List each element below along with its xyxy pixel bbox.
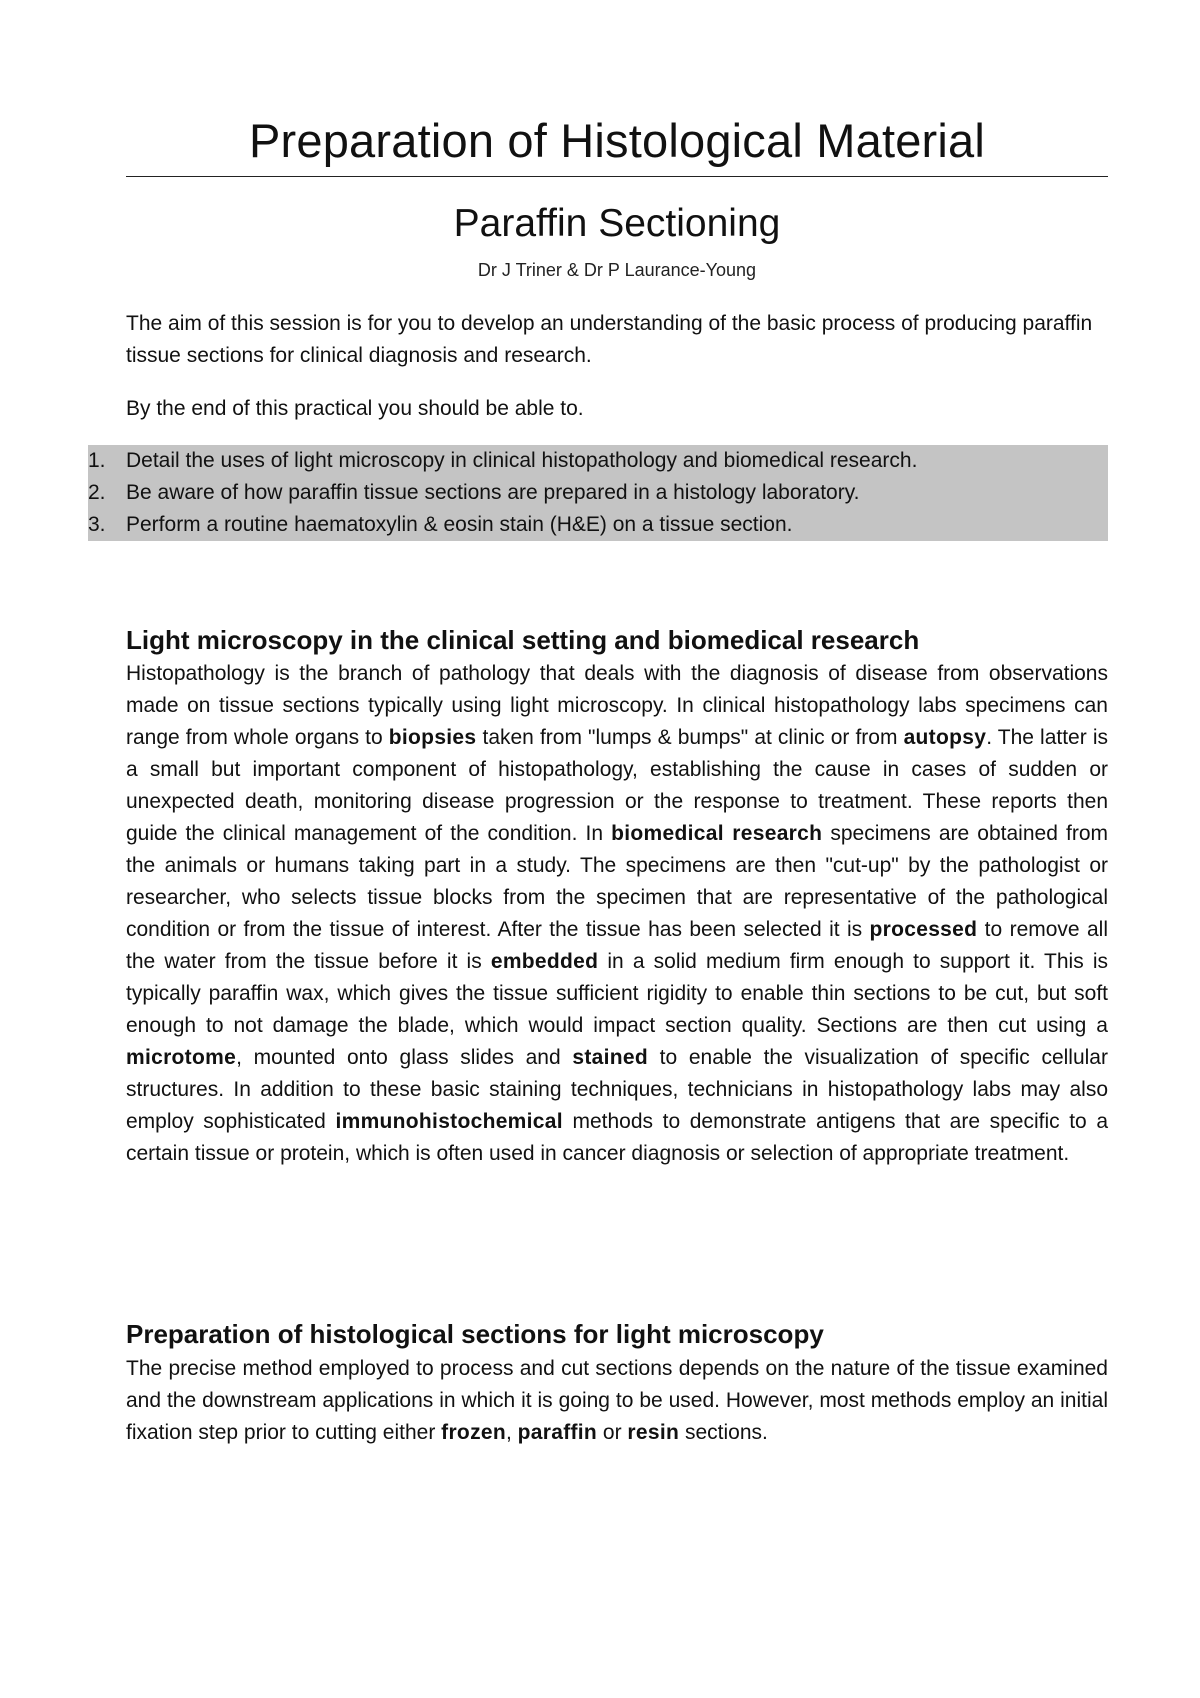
- key-term: biomedical research: [611, 822, 823, 845]
- document-title: Preparation of Histological Material: [248, 114, 986, 167]
- objective-number: 1.: [88, 449, 106, 472]
- section-heading-preparation: Preparation of histological sections for light microscopy: [126, 1319, 824, 1349]
- document-subtitle: Paraffin Sectioning: [453, 202, 781, 245]
- body-run: ,: [505, 1421, 518, 1444]
- authors-line: Dr J Triner & Dr P Laurance-Young: [477, 260, 757, 280]
- objectives-lead: By the end of this practical you should be able to.: [126, 397, 584, 420]
- objective-text: Be aware of how paraffin tissue sections are prepared in a histology laboratory.: [126, 481, 860, 504]
- aim-paragraph: The aim of this session is for you to develop an understanding of the basic process of producing paraffin tissue sections for clinical diagnosis and research.: [126, 312, 1093, 367]
- body-run: , mounted onto glass slides and: [236, 1046, 573, 1069]
- body-run: to remove all the water from the tissue before it is: [126, 918, 1108, 973]
- key-term: autopsy: [903, 726, 987, 749]
- body-run: or: [597, 1421, 628, 1444]
- body-run: methods to demonstrate antigens that are specific to a certain tissue or protein, which is often used in cancer diagnosis or selection of appropriate treatment.: [126, 1110, 1108, 1165]
- body-run: to enable the visualization of specific cellular structures. In addition to these basic staining techniques, technicians in histopathology labs may also employ sophisticated: [126, 1046, 1108, 1133]
- key-term: resin: [627, 1421, 680, 1444]
- body-run: . The latter is a small but important component of histopathology, establishing the cause in cases of sudden or unexpected death, monitoring disease progression or the response to treatment. These reports then guide the clinical management of the condition. In: [126, 726, 1108, 845]
- key-term: biopsies: [388, 726, 477, 749]
- title-divider: [126, 176, 1108, 177]
- section-body-preparation: [126, 1353, 1108, 1449]
- body-run: sections.: [679, 1421, 768, 1444]
- section-heading-light-microscopy: Light microscopy in the clinical setting and biomedical research: [126, 625, 920, 655]
- key-term: embedded: [490, 950, 599, 973]
- key-term: paraffin: [517, 1421, 598, 1444]
- objective-text: Detail the uses of light microscopy in clinical histopathology and biomedical research.: [126, 449, 918, 472]
- body-run: Histopathology is the branch of pathology that deals with the diagnosis of disease from observations made on tissue sections typically using light microscopy. In clinical histopathology labs specimens can range from whole organs to: [126, 662, 1108, 749]
- key-term: stained: [572, 1046, 648, 1069]
- section-body-light-microscopy: [126, 658, 1108, 1170]
- body-run: The precise method employed to process and cut sections depends on the nature of the tissue examined and the downstream applications in which it is going to be used. However, most methods employ an initial fixation step prior to cutting either: [126, 1357, 1108, 1444]
- objective-item: [88, 477, 1108, 509]
- objective-number: 2.: [88, 481, 106, 504]
- body-run: in a solid medium firm enough to support it. This is typically paraffin wax, which gives the tissue sufficient rigidity to enable thin sections to be cut, but soft enough to not damage the blade, which would impact section quality. Sections are then cut using a: [126, 950, 1108, 1037]
- intro-block: [126, 308, 1108, 425]
- body-run: taken from "lumps & bumps" at clinic or from: [476, 726, 904, 749]
- key-term: microtome: [126, 1046, 237, 1069]
- objective-item: [88, 509, 1108, 541]
- key-term: frozen: [441, 1421, 506, 1444]
- key-term: processed: [869, 918, 978, 941]
- objective-text: Perform a routine haematoxylin & eosin stain (H&E) on a tissue section.: [126, 513, 793, 536]
- key-term: immunohistochemical: [335, 1110, 563, 1133]
- objectives-list: [88, 445, 1108, 541]
- objective-number: 3.: [88, 513, 106, 536]
- body-run: specimens are obtained from the animals or humans taking part in a study. The specimens are then "cut-up" by the pathologist or researcher, who selects tissue blocks from the specimen that are representative of the pathological condition or from the tissue of interest. After the tissue has been selected it is: [126, 822, 1108, 941]
- objective-item: [88, 445, 1108, 477]
